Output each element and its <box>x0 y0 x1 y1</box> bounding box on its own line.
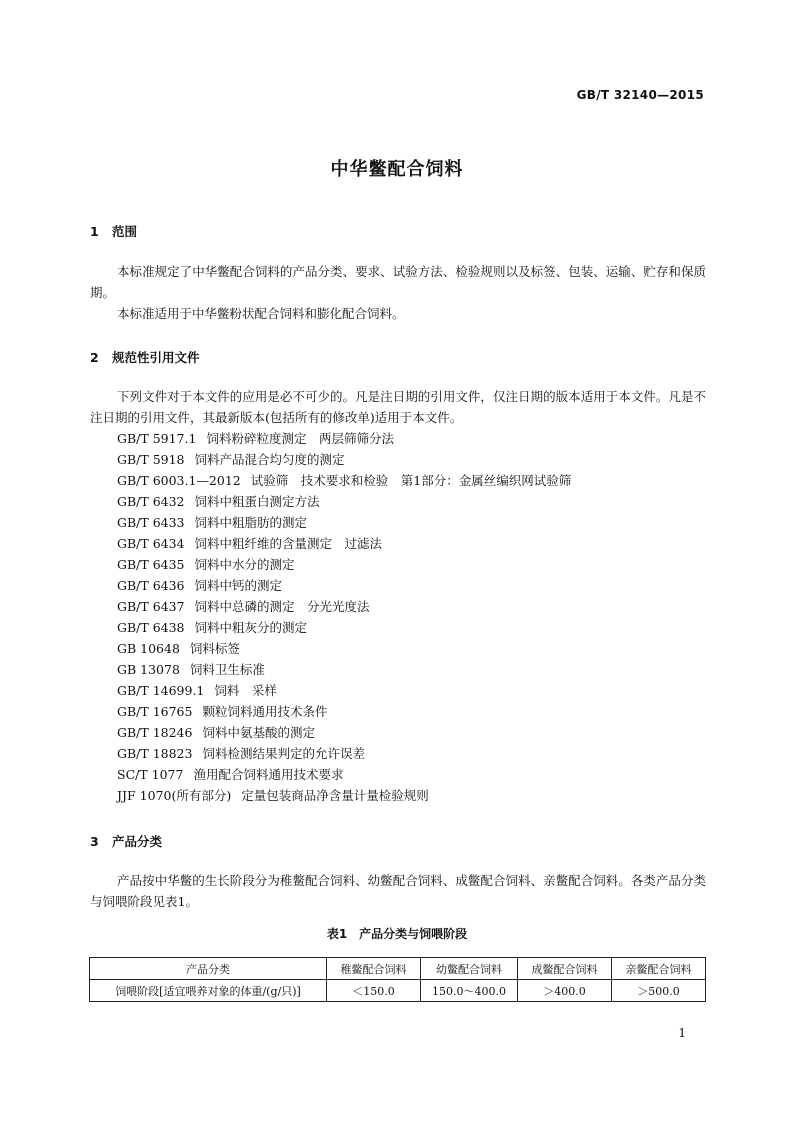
reference-title: 饲料中粗蛋白测定方法 <box>194 494 320 509</box>
reference-title: 饲料粉碎粒度测定 两层筛筛分法 <box>206 431 394 446</box>
reference-title: 颗粒饲料通用技术条件 <box>202 704 328 719</box>
reference-code: GB/T 5917.1 <box>117 431 197 446</box>
reference-title: 饲料中水分的测定 <box>194 557 295 572</box>
reference-code: SC/T 1077 <box>117 767 184 782</box>
section-title: 范围 <box>112 224 138 239</box>
reference-item <box>117 617 571 638</box>
reference-title: 试验筛 技术要求和检验 第1部分：金属丝编织网试验筛 <box>250 473 572 488</box>
table-header-row <box>90 958 706 980</box>
reference-title: 饲料 采样 <box>214 683 277 698</box>
reference-code: GB/T 6438 <box>117 620 185 635</box>
reference-item <box>117 449 571 470</box>
reference-title: 饲料中钙的测定 <box>194 578 283 593</box>
table-header-cell: 亲鳖配合饲料 <box>612 958 706 980</box>
reference-item <box>117 428 571 449</box>
table-caption: 表1 产品分类与饲喂阶段 <box>326 927 468 941</box>
section-number: 2 <box>90 350 99 365</box>
reference-item <box>117 512 571 533</box>
reference-item <box>117 701 571 722</box>
section-heading-scope <box>90 222 137 240</box>
table-header-cell: 成鳖配合饲料 <box>518 958 612 980</box>
table-cell: ＞400.0 <box>518 980 612 1002</box>
scope-paragraph-2: 本标准适用于中华鳖粉状配合饲料和膨化配合饲料。 <box>117 306 405 321</box>
section-title: 规范性引用文件 <box>112 350 200 365</box>
table-header-cell: 稚鳖配合饲料 <box>327 958 421 980</box>
reference-item <box>117 743 571 764</box>
page-number: 1 <box>678 1026 686 1040</box>
reference-code: GB/T 18246 <box>117 725 193 740</box>
reference-title: 饲料检测结果判定的允许误差 <box>202 746 365 761</box>
reference-item <box>117 554 571 575</box>
reference-title: 渔用配合饲料通用技术要求 <box>193 767 344 782</box>
section-number: 3 <box>90 834 99 849</box>
table-header-cell: 产品分类 <box>90 958 327 980</box>
reference-title: 饲料标签 <box>189 641 240 656</box>
reference-item <box>117 596 571 617</box>
reference-item <box>117 659 571 680</box>
reference-title: 饲料中粗脂肪的测定 <box>194 515 308 530</box>
reference-title: 饲料卫生标准 <box>189 662 265 677</box>
table-header-cell: 幼鳖配合饲料 <box>421 958 518 980</box>
reference-code: GB/T 5918 <box>117 452 185 467</box>
reference-item <box>117 680 571 701</box>
reference-item <box>117 638 571 659</box>
reference-code: GB 10648 <box>117 641 180 656</box>
classification-paragraph: 产品按中华鳖的生长阶段分为稚鳖配合饲料、幼鳖配合饲料、成鳖配合饲料、亲鳖配合饲料。各类产品分类与饲喂阶段见表1。 <box>90 873 706 909</box>
table-cell: ＜150.0 <box>327 980 421 1002</box>
reference-code: GB/T 6435 <box>117 557 185 572</box>
section-heading-normative <box>90 348 200 366</box>
section-title: 产品分类 <box>112 834 163 849</box>
normative-intro: 下列文件对于本文件的应用是必不可少的。凡是注日期的引用文件，仅注日期的版本适用于本文件。凡是不注日期的引用文件，其最新版本(包括所有的修改单)适用于本文件。 <box>90 389 706 425</box>
reference-item <box>117 470 571 491</box>
table-row <box>90 980 706 1002</box>
reference-code: GB/T 6437 <box>117 599 185 614</box>
section-heading-classification <box>90 832 162 850</box>
reference-code: GB/T 6436 <box>117 578 185 593</box>
reference-title: 饲料中氨基酸的测定 <box>202 725 315 740</box>
reference-title: 饲料中总磷的测定 分光光度法 <box>194 599 370 614</box>
reference-code: JJF 1070(所有部分) <box>117 788 232 803</box>
reference-code: GB/T 16765 <box>117 704 193 719</box>
reference-item <box>117 722 571 743</box>
reference-code: GB/T 6432 <box>117 494 185 509</box>
reference-title: 定量包装商品净含量计量检验规则 <box>241 788 429 803</box>
standard-code: GB/T 32140—2015 <box>576 88 704 102</box>
table-cell: 饲喂阶段[适宜喂养对象的体重/(g/只)] <box>90 980 327 1002</box>
reference-code: GB 13078 <box>117 662 180 677</box>
product-classification-table <box>89 957 706 1002</box>
reference-item <box>117 491 571 512</box>
scope-paragraph-1: 本标准规定了中华鳖配合饲料的产品分类、要求、试验方法、检验规则以及标签、包装、运输、贮存和保质期。 <box>90 264 706 300</box>
reference-title: 饲料中粗灰分的测定 <box>194 620 308 635</box>
reference-title: 饲料中粗纤维的含量测定 过滤法 <box>194 536 383 551</box>
table-cell: ＞500.0 <box>612 980 706 1002</box>
document-title: 中华鳖配合饲料 <box>330 159 464 180</box>
reference-item <box>117 764 571 785</box>
reference-code: GB/T 18823 <box>117 746 193 761</box>
section-number: 1 <box>90 224 99 239</box>
reference-code: GB/T 14699.1 <box>117 683 205 698</box>
reference-list <box>117 428 571 806</box>
reference-code: GB/T 6003.1—2012 <box>117 473 241 488</box>
reference-item <box>117 785 571 806</box>
reference-item <box>117 533 571 554</box>
reference-code: GB/T 6433 <box>117 515 185 530</box>
reference-title: 饲料产品混合均匀度的测定 <box>194 452 345 467</box>
table-cell: 150.0～400.0 <box>421 980 518 1002</box>
reference-item <box>117 575 571 596</box>
reference-code: GB/T 6434 <box>117 536 185 551</box>
